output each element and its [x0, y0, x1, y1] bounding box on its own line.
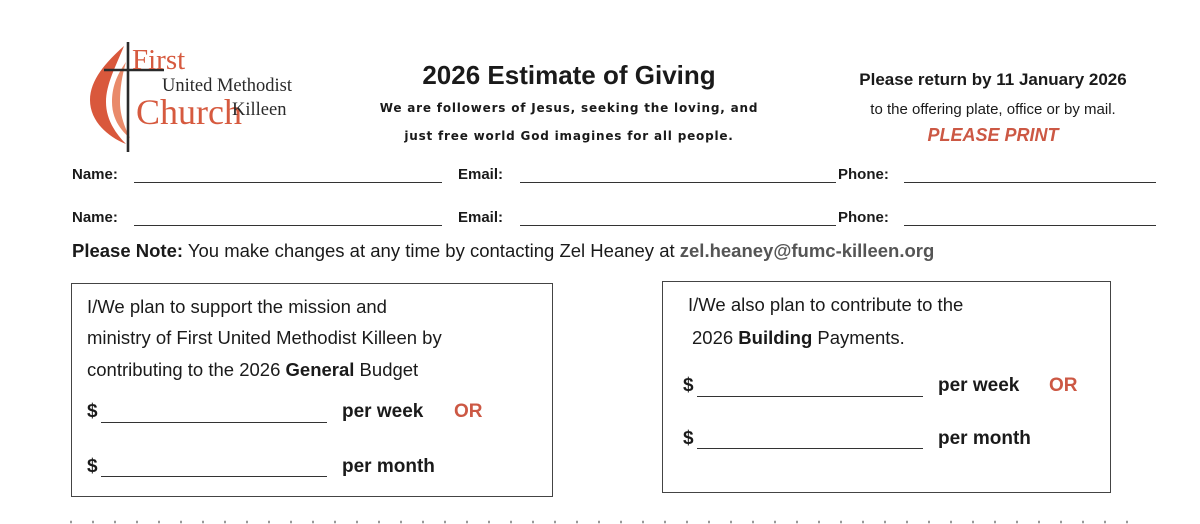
- building-box-line-1: I/We also plan to contribute to the: [688, 294, 964, 315]
- general-month-dollar: $: [87, 456, 98, 477]
- note-text: You make changes at any time by contacting Zel Heaney at: [183, 240, 680, 261]
- general-week-amount-field[interactable]: [101, 422, 327, 423]
- logo-killeen-text: Killeen: [232, 100, 287, 120]
- building-month-amount-field[interactable]: [697, 448, 923, 449]
- email-field-2[interactable]: [520, 225, 836, 226]
- return-method: to the offering plate, office or by mail.: [870, 101, 1116, 118]
- phone-label-2: Phone:: [838, 209, 889, 226]
- name-label-2: Name:: [72, 209, 118, 226]
- name-label-1: Name:: [72, 166, 118, 183]
- tagline-line-1: We are followers of Jesus, seeking the loving, and: [379, 101, 759, 115]
- building-per-month-label: per month: [938, 428, 1031, 449]
- dotted-cut-line: [70, 519, 1140, 524]
- phone-field-2[interactable]: [904, 225, 1156, 226]
- page-title: 2026 Estimate of Giving: [422, 60, 716, 90]
- general-month-amount-field[interactable]: [101, 476, 327, 477]
- email-label-2: Email:: [458, 209, 504, 226]
- building-box-line-2: [692, 327, 905, 349]
- building-week-amount-field[interactable]: [697, 396, 923, 397]
- general-box-line-1: I/We plan to support the mission and: [87, 296, 387, 317]
- building-box-line-2-post: Payments.: [812, 327, 905, 348]
- please-note: [72, 240, 934, 262]
- general-or-label: OR: [454, 401, 483, 422]
- contact-email-link[interactable]: zel.heaney@fumc-killeen.org: [679, 240, 935, 261]
- logo-first-text: First: [132, 44, 186, 76]
- phone-field-1[interactable]: [904, 182, 1156, 183]
- building-per-week-label: per week: [938, 375, 1020, 396]
- general-budget-label: General: [285, 359, 355, 380]
- email-field-1[interactable]: [520, 182, 836, 183]
- church-logo: [86, 40, 326, 152]
- print-notice: PLEASE PRINT: [927, 125, 1059, 145]
- general-box-line-3: [87, 359, 418, 381]
- general-box-line-2: ministry of First United Methodist Killeen by: [87, 327, 442, 348]
- name-field-2[interactable]: [134, 225, 442, 226]
- building-label: Building: [738, 327, 813, 348]
- logo-church-text: Church: [136, 92, 242, 132]
- return-deadline: Please return by 11 January 2026: [859, 70, 1127, 89]
- building-box-line-2-pre: 2026: [692, 327, 739, 348]
- general-box-line-3-pre: contributing to the 2026: [87, 359, 286, 380]
- general-per-month-label: per month: [342, 456, 435, 477]
- building-month-dollar: $: [683, 428, 694, 449]
- tagline-line-2: just free world God imagines for all people.: [404, 129, 734, 143]
- general-week-dollar: $: [87, 401, 98, 422]
- note-label: Please Note:: [72, 240, 184, 261]
- phone-label-1: Phone:: [838, 166, 889, 183]
- general-per-week-label: per week: [342, 401, 424, 422]
- name-field-1[interactable]: [134, 182, 442, 183]
- building-or-label: OR: [1049, 375, 1078, 396]
- logo-united-methodist-text: United Methodist: [162, 76, 293, 96]
- general-box-line-3-post: Budget: [354, 359, 419, 380]
- building-week-dollar: $: [683, 375, 694, 396]
- email-label-1: Email:: [458, 166, 504, 183]
